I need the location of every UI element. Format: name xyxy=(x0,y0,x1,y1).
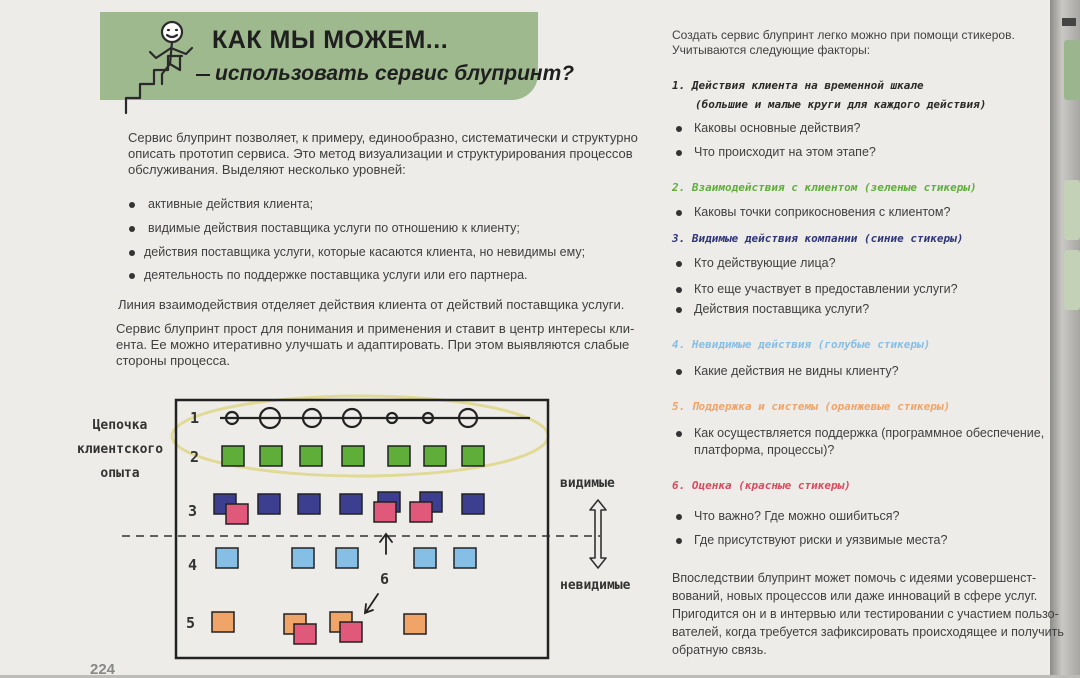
list-item: деятельность по поддержке поставщика услуги или его партнера. xyxy=(144,268,528,282)
section-1-heading: 1. Действия клиента на временной шкале xyxy=(672,79,924,92)
green-sticker xyxy=(388,446,410,466)
closing-line: обратную связь. xyxy=(672,643,767,657)
section-3-item: Кто еще участвует в предоставлении услуги? xyxy=(676,282,958,296)
double-arrow-icon xyxy=(590,500,606,568)
pink-sticker xyxy=(294,624,316,644)
section-4-heading: 4. Невидимые действия (голубые стикеры) xyxy=(672,338,931,351)
page-subtitle: использовать сервис блупринт? xyxy=(215,62,575,85)
section-1-item: Каковы основные действия? xyxy=(676,121,860,135)
list-item: видимые действия поставщика услуги по отношению к клиенту; xyxy=(148,221,520,235)
section-6-item: Где присутствуют риски и уязвимые места? xyxy=(676,533,947,547)
green-sticker xyxy=(300,446,322,466)
section-1-item: Что происходит на этом этапе? xyxy=(676,145,876,159)
visible-label: видимые xyxy=(560,476,615,491)
bullet-icon xyxy=(676,538,682,544)
bullet-icon xyxy=(676,514,682,520)
section-4-item: Какие действия не видны клиенту? xyxy=(676,364,899,378)
section-5-item: Как осуществляется поддержка (программное обеспечение, платформа, процессы)? xyxy=(676,425,1044,459)
summary-line: ента. Ее можно итеративно улучшать и адаптировать. При этом выявляются слабые xyxy=(116,337,630,352)
green-sticker xyxy=(222,446,244,466)
bullet-icon xyxy=(676,261,682,267)
section-3-item: Действия поставщика услуги? xyxy=(676,302,869,316)
section-6-item: Что важно? Где можно ошибиться? xyxy=(676,509,900,523)
section-6-heading: 6. Оценка (красные стикеры) xyxy=(672,479,851,492)
bullet-icon xyxy=(676,287,682,293)
section-3-heading: 3. Видимые действия компании (синие стикеры) xyxy=(672,232,964,245)
section-5-heading: 5. Поддержка и системы (оранжевые стикеры) xyxy=(672,400,951,413)
closing-line: Впоследствии блупринт может помочь с идеями усовершенст- xyxy=(672,571,1037,585)
bullet-icon xyxy=(676,126,682,132)
row-number-4: 4 xyxy=(188,556,198,574)
bullet-icon xyxy=(676,369,682,375)
bullet-icon xyxy=(676,307,682,313)
interaction-line-text: Линия взаимодействия отделяет действия клиента от действий поставщика услуги. xyxy=(118,297,625,312)
lightblue-sticker xyxy=(336,548,358,568)
navy-sticker xyxy=(340,494,362,514)
lightblue-sticker xyxy=(216,548,238,568)
list-item: действия поставщика услуги, которые касаются клиента, но невидимы ему; xyxy=(144,245,585,259)
section-2-item: Каковы точки соприкосновения с клиентом? xyxy=(676,205,950,219)
section-3-item: Кто действующие лица? xyxy=(676,256,836,270)
row-number-1: 1 xyxy=(190,409,200,427)
row-number-5: 5 xyxy=(186,614,196,632)
right-intro-line: Создать сервис блупринт легко можно при помощи стикеров. xyxy=(672,28,1015,42)
pink-sticker xyxy=(340,622,362,642)
closing-paragraph xyxy=(672,569,1064,659)
pink-sticker xyxy=(410,502,432,522)
bullet-icon xyxy=(676,210,682,216)
intro-line: обслуживания. Выделяют несколько уровней: xyxy=(128,162,406,177)
section-2-heading: 2. Взаимодействия с клиентом (зеленые стикеры) xyxy=(672,181,977,194)
navy-sticker xyxy=(258,494,280,514)
row-number-2: 2 xyxy=(190,448,200,466)
green-sticker xyxy=(260,446,282,466)
arrow-up-icon xyxy=(380,534,392,554)
closing-line: вований, новых процессов или даже инноваций в сфере услуг. xyxy=(672,589,1038,603)
arrow-down-left-icon xyxy=(365,594,378,613)
summary-line: стороны процесса. xyxy=(116,353,231,368)
pink-sticker xyxy=(226,504,248,524)
navy-sticker xyxy=(298,494,320,514)
right-intro-line: Учитываются следующие факторы: xyxy=(672,43,871,57)
chain-label: Цепочка клиентского опыта xyxy=(76,418,164,481)
lightblue-sticker xyxy=(414,548,436,568)
orange-sticker xyxy=(212,612,234,632)
green-sticker xyxy=(424,446,446,466)
pink-sticker xyxy=(374,502,396,522)
intro-line: описать прототип сервиса. Это метод визуализации и структурирования процессов xyxy=(128,146,633,161)
section-1-heading-line2: (большие и малые круги для каждого действия) xyxy=(695,98,987,111)
lightblue-sticker xyxy=(292,548,314,568)
page-title: КАК МЫ МОЖЕМ... xyxy=(212,26,449,54)
row-number-6: 6 xyxy=(380,570,390,588)
green-sticker xyxy=(342,446,364,466)
bullet-icon xyxy=(676,431,682,437)
summary-line: Сервис блупринт прост для понимания и применения и ставит в центр интересы кли- xyxy=(116,321,635,336)
intro-line: Сервис блупринт позволяет, к примеру, единообразно, систематически и структурно xyxy=(128,130,638,145)
row-number-3: 3 xyxy=(188,502,198,520)
invisible-label: невидимые xyxy=(560,578,631,593)
navy-sticker xyxy=(462,494,484,514)
orange-sticker xyxy=(404,614,426,634)
right-intro xyxy=(672,28,1015,58)
green-sticker xyxy=(462,446,484,466)
closing-line: Пригодится он и в интервью или тестировании с участием пользо- xyxy=(672,607,1059,621)
bullet-icon xyxy=(676,150,682,156)
lightblue-sticker xyxy=(454,548,476,568)
list-item: активные действия клиента; xyxy=(148,197,313,211)
closing-line: вателей, когда требуется зафиксировать происходящее и получить xyxy=(672,625,1064,639)
page-number: 224 xyxy=(90,661,116,678)
